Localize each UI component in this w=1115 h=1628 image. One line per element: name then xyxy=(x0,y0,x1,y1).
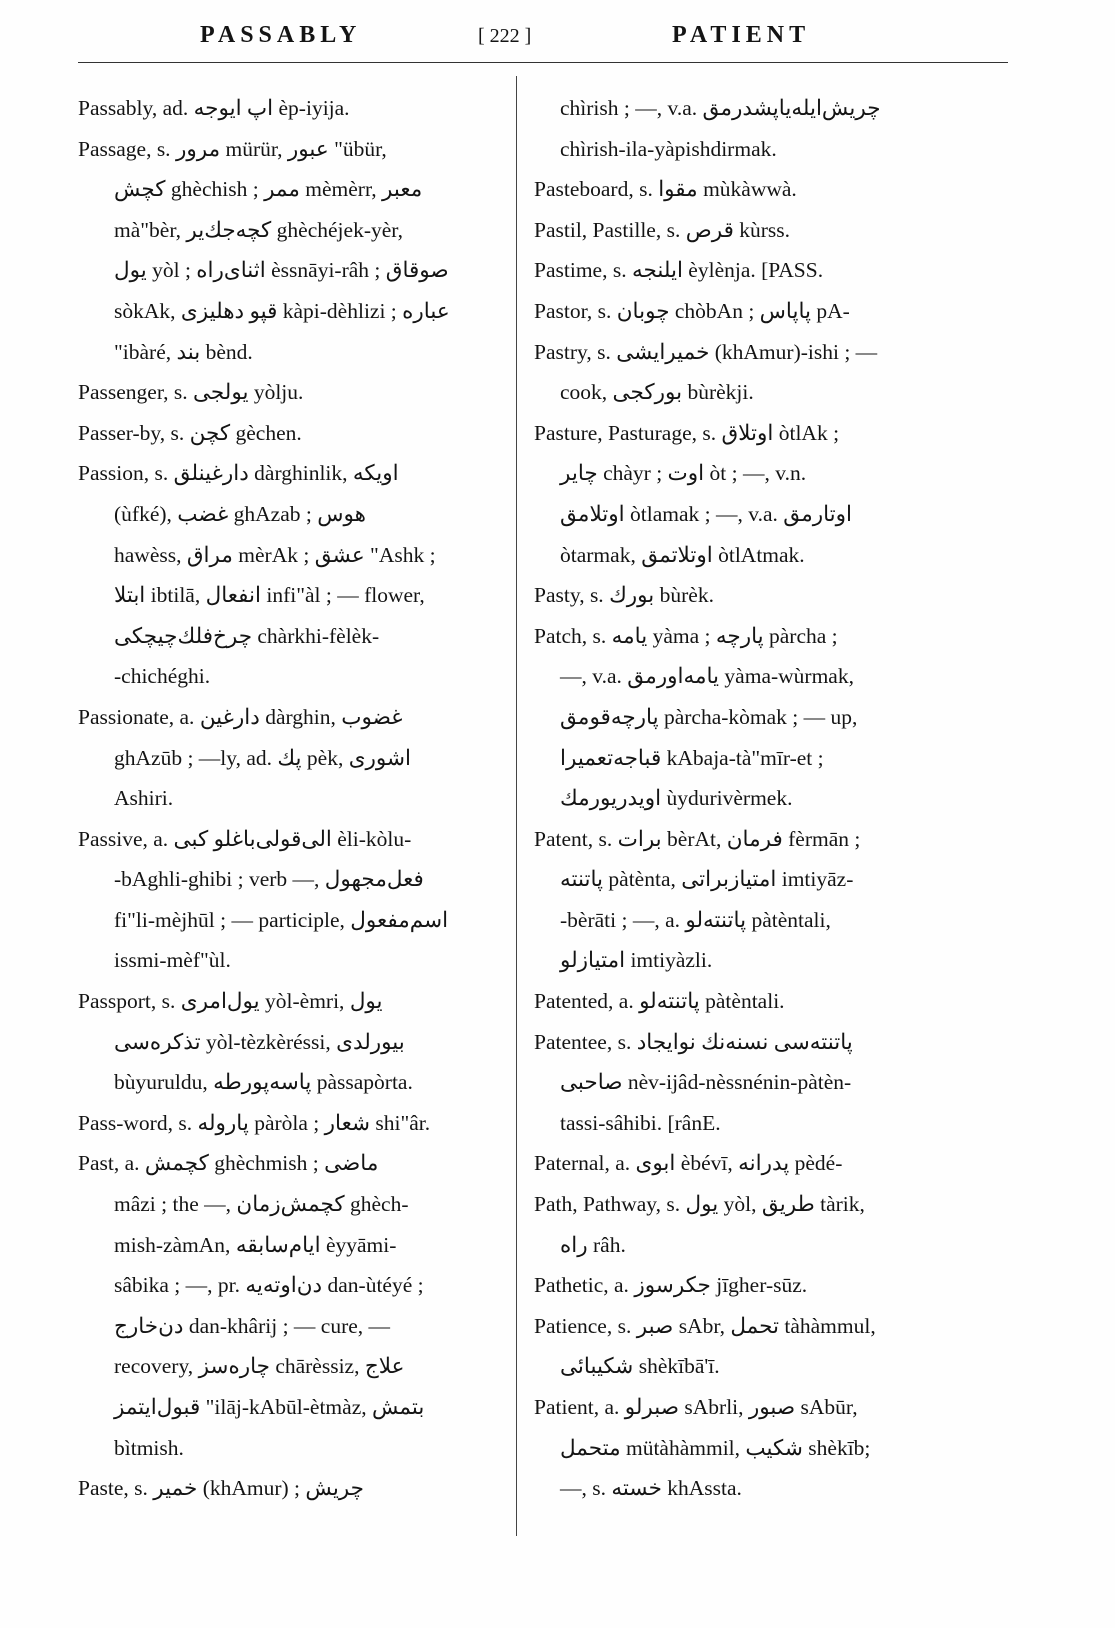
entry-headword-line: Paternal, a. ابوى èbévī, پدرانه pèdé- xyxy=(534,1151,843,1176)
entry-continuation-line: صاحبى nèv-ijâd-nèssnénin-pàtèn- xyxy=(560,1070,852,1095)
entry-continuation-line: fi"li-mèjhūl ; — participle, اسم‌مفعول xyxy=(114,907,449,932)
entry-headword-line: Pasteboard, s. مقوا mùkàwwà. xyxy=(534,177,797,202)
entry-continuation-line: òtarmak, اوتلاتمق òtlAtmak. xyxy=(560,542,805,567)
entry-continuation-line: چرخ‌فلك‌چيچكى chàrkhi-fèlèk- xyxy=(114,623,380,648)
entry-headword-line: Passage, s. مرور mürür, عبور "übür, xyxy=(78,136,387,161)
entry-headword-line: Pastry, s. خميرايشى (khAmur)-ishi ; — xyxy=(534,339,878,364)
entry-continuation-line: راه râh. xyxy=(560,1232,626,1257)
entry-continuation-line: Ashiri. xyxy=(114,786,174,811)
entry-headword-line: Passport, s. يول‌امرى yòl-èmri, يول xyxy=(78,989,383,1014)
entry-headword-line: Past, a. كچمش ghèchmish ; ماضى xyxy=(78,1151,379,1176)
entry-headword-line: Passenger, s. يولجى yòlju. xyxy=(78,380,304,405)
entry-continuation-line: يول yòl ; اثناى‌راه èssnāyi-râh ; صوقاق xyxy=(114,258,449,283)
entry-continuation-line: hawèss, مراق mèrAk ; عشق "Ashk ; xyxy=(114,542,436,567)
entry-continuation-line: chìrish-ila-yàpishdirmak. xyxy=(560,136,777,161)
entry-continuation-line: -bAghli-ghibi ; verb —, فعل‌مجهول xyxy=(114,867,424,892)
entry-headword-line: Pathetic, a. جكرسوز jīgher-sūz. xyxy=(534,1273,808,1298)
entry-continuation-line: —, v.a. يامه‌اورمق yàma-wùrmak, xyxy=(560,664,854,689)
entry-headword-line: Passionate, a. دارغين dàrghin, غضوب xyxy=(78,704,403,729)
entry-continuation-line: mish-zàmAn, ايام‌سابقه èyyāmi- xyxy=(114,1232,397,1257)
column-divider xyxy=(516,76,517,1536)
entry-headword-line: Pass-word, s. پاروله pàròla ; شعار shi"âr. xyxy=(78,1110,431,1135)
entry-headword-line: Patient, a. صبرلو sAbrli, صبور sAbūr, xyxy=(534,1395,858,1419)
entry-continuation-line: sâbika ; —, pr. دن‌اوته‌يه dan-ùtéyé ; xyxy=(114,1273,424,1298)
entry-continuation-line: issmi-mèf"ùl. xyxy=(114,948,231,973)
left-column xyxy=(78,88,506,1509)
entry-continuation-line: شكيبائى shèkībā'ī. xyxy=(560,1354,720,1379)
entry-continuation-line: bùyuruldu, پاسه‌پورطه pàssapòrta. xyxy=(114,1070,413,1095)
entry-headword-line: Patent, s. برات bèrAt, فرمان fèrmān ; xyxy=(534,826,861,851)
entry-continuation-line: كچش ghèchish ; ممر mèmèrr, معبر xyxy=(114,177,423,202)
entry-continuation-line: bìtmish. xyxy=(114,1435,184,1460)
entry-continuation-line: recovery, چارەسز chārèssiz, علاج xyxy=(114,1354,405,1379)
entry-continuation-line: تذكرەسى yòl-tèzkèréssi, بيورلدى xyxy=(114,1029,405,1054)
page-header xyxy=(0,22,1115,52)
entry-headword-line: Passion, s. دارغينلق dàrghinlik, اويكه xyxy=(78,461,399,486)
left-guideword: PASSABLY xyxy=(200,22,362,48)
entry-continuation-line: cook, بوركجى bùrèkji. xyxy=(560,380,754,405)
entry-continuation-line: -chichéghi. xyxy=(114,664,211,689)
entry-continuation-line: پارچه‌قومق pàrcha-kòmak ; — up, xyxy=(560,704,858,729)
entry-continuation-line: ابتلا ibtilā, انفعال infi"àl ; — flower, xyxy=(114,583,425,608)
page-number: [ 222 ] xyxy=(478,25,532,47)
right-column xyxy=(534,88,1004,1509)
entry-headword-line: Patentee, s. پاتنته‌سى نسنه‌نك نوايجاد xyxy=(534,1029,853,1054)
entry-headword-line: Pasty, s. بورك bùrèk. xyxy=(534,583,714,608)
entry-continuation-line: پاتنته pàtènta, امتيازبراتى imtiyāz- xyxy=(560,867,854,892)
entry-continuation-line: sòkAk, قپو دهليزى kàpi-dèhlizi ; عباره xyxy=(114,298,450,323)
header-rule xyxy=(78,62,1008,63)
entry-continuation-line: ghAzūb ; —ly, ad. پك pèk, اشورى xyxy=(114,745,412,770)
entry-continuation-line: قبول‌ايتمز "ilāj-kAbūl-ètmàz, بتمش xyxy=(114,1395,425,1419)
entry-headword-line: Pastor, s. چوبان chòbAn ; پاپاس pA- xyxy=(534,298,850,323)
entry-continuation-line: اويدريورمك ùydurivèrmek. xyxy=(560,786,793,811)
entry-headword-line: Passably, ad. اپ ايوجه èp-iyija. xyxy=(78,96,350,120)
right-guideword: PATIENT xyxy=(672,22,811,48)
entry-continuation-line: اوتلامق òtlamak ; —, v.a. اوتارمق xyxy=(560,501,852,526)
entry-continuation-line: چاير chàyr ; اوت òt ; —, v.n. xyxy=(560,461,807,486)
entry-continuation-line: امتيازلو imtiyàzli. xyxy=(560,948,713,973)
entry-headword-line: Passer-by, s. كچن gèchen. xyxy=(78,420,302,445)
entry-continuation-line: قباجه‌تعميرا kAbaja-tà"mīr-et ; xyxy=(560,745,824,770)
entry-headword-line: Passive, a. الى‌قولى‌باغلو كبى èli-kòlu- xyxy=(78,826,412,851)
entry-continuation-line: "ibàré, بند bènd. xyxy=(114,339,253,364)
entry-headword-line: Patented, a. پاتنته‌لو pàtèntali. xyxy=(534,989,785,1014)
entry-continuation-line: tassi-sâhibi. [rânE. xyxy=(560,1110,721,1135)
entry-continuation-line: متحمل mütàhàmmil, شكيب shèkīb; xyxy=(560,1435,871,1460)
entry-headword-line: Pastime, s. ايلنجه èylènja. [PASS. xyxy=(534,258,824,283)
entry-continuation-line: -bèrāti ; —, a. پاتنته‌لو pàtèntali, xyxy=(560,907,831,932)
entry-headword-line: Pasture, Pasturage, s. اوتلاق òtlAk ; xyxy=(534,420,840,445)
entry-headword-line: Patch, s. يامه yàma ; پارچه pàrcha ; xyxy=(534,623,838,648)
entry-continuation-line: mà"bèr, كچەجك‌ير ghèchéjek-yèr, xyxy=(114,217,403,242)
entry-continuation-line: (ùfké), غضب ghAzab ; هوس xyxy=(114,501,366,526)
entry-continuation-line: mâzi ; the —, كچمش‌زمان ghèch- xyxy=(114,1192,409,1217)
entry-headword-line: Paste, s. خمير (khAmur) ; چريش xyxy=(78,1476,364,1501)
entry-headword-line: Path, Pathway, s. يول yòl, طريق tàrik, xyxy=(534,1192,865,1217)
entry-continuation-line: chìrish ; —, v.a. چريش‌ايله‌ياپشدرمق xyxy=(560,96,881,120)
entry-headword-line: Patience, s. صبر sAbr, تحمل tàhàmmul, xyxy=(534,1313,876,1338)
entry-continuation-line: —, s. خسته khAssta. xyxy=(560,1476,742,1501)
entry-continuation-line: دن‌خارج dan-khârij ; — cure, — xyxy=(114,1313,391,1338)
entry-headword-line: Pastil, Pastille, s. قرص kùrss. xyxy=(534,217,791,242)
